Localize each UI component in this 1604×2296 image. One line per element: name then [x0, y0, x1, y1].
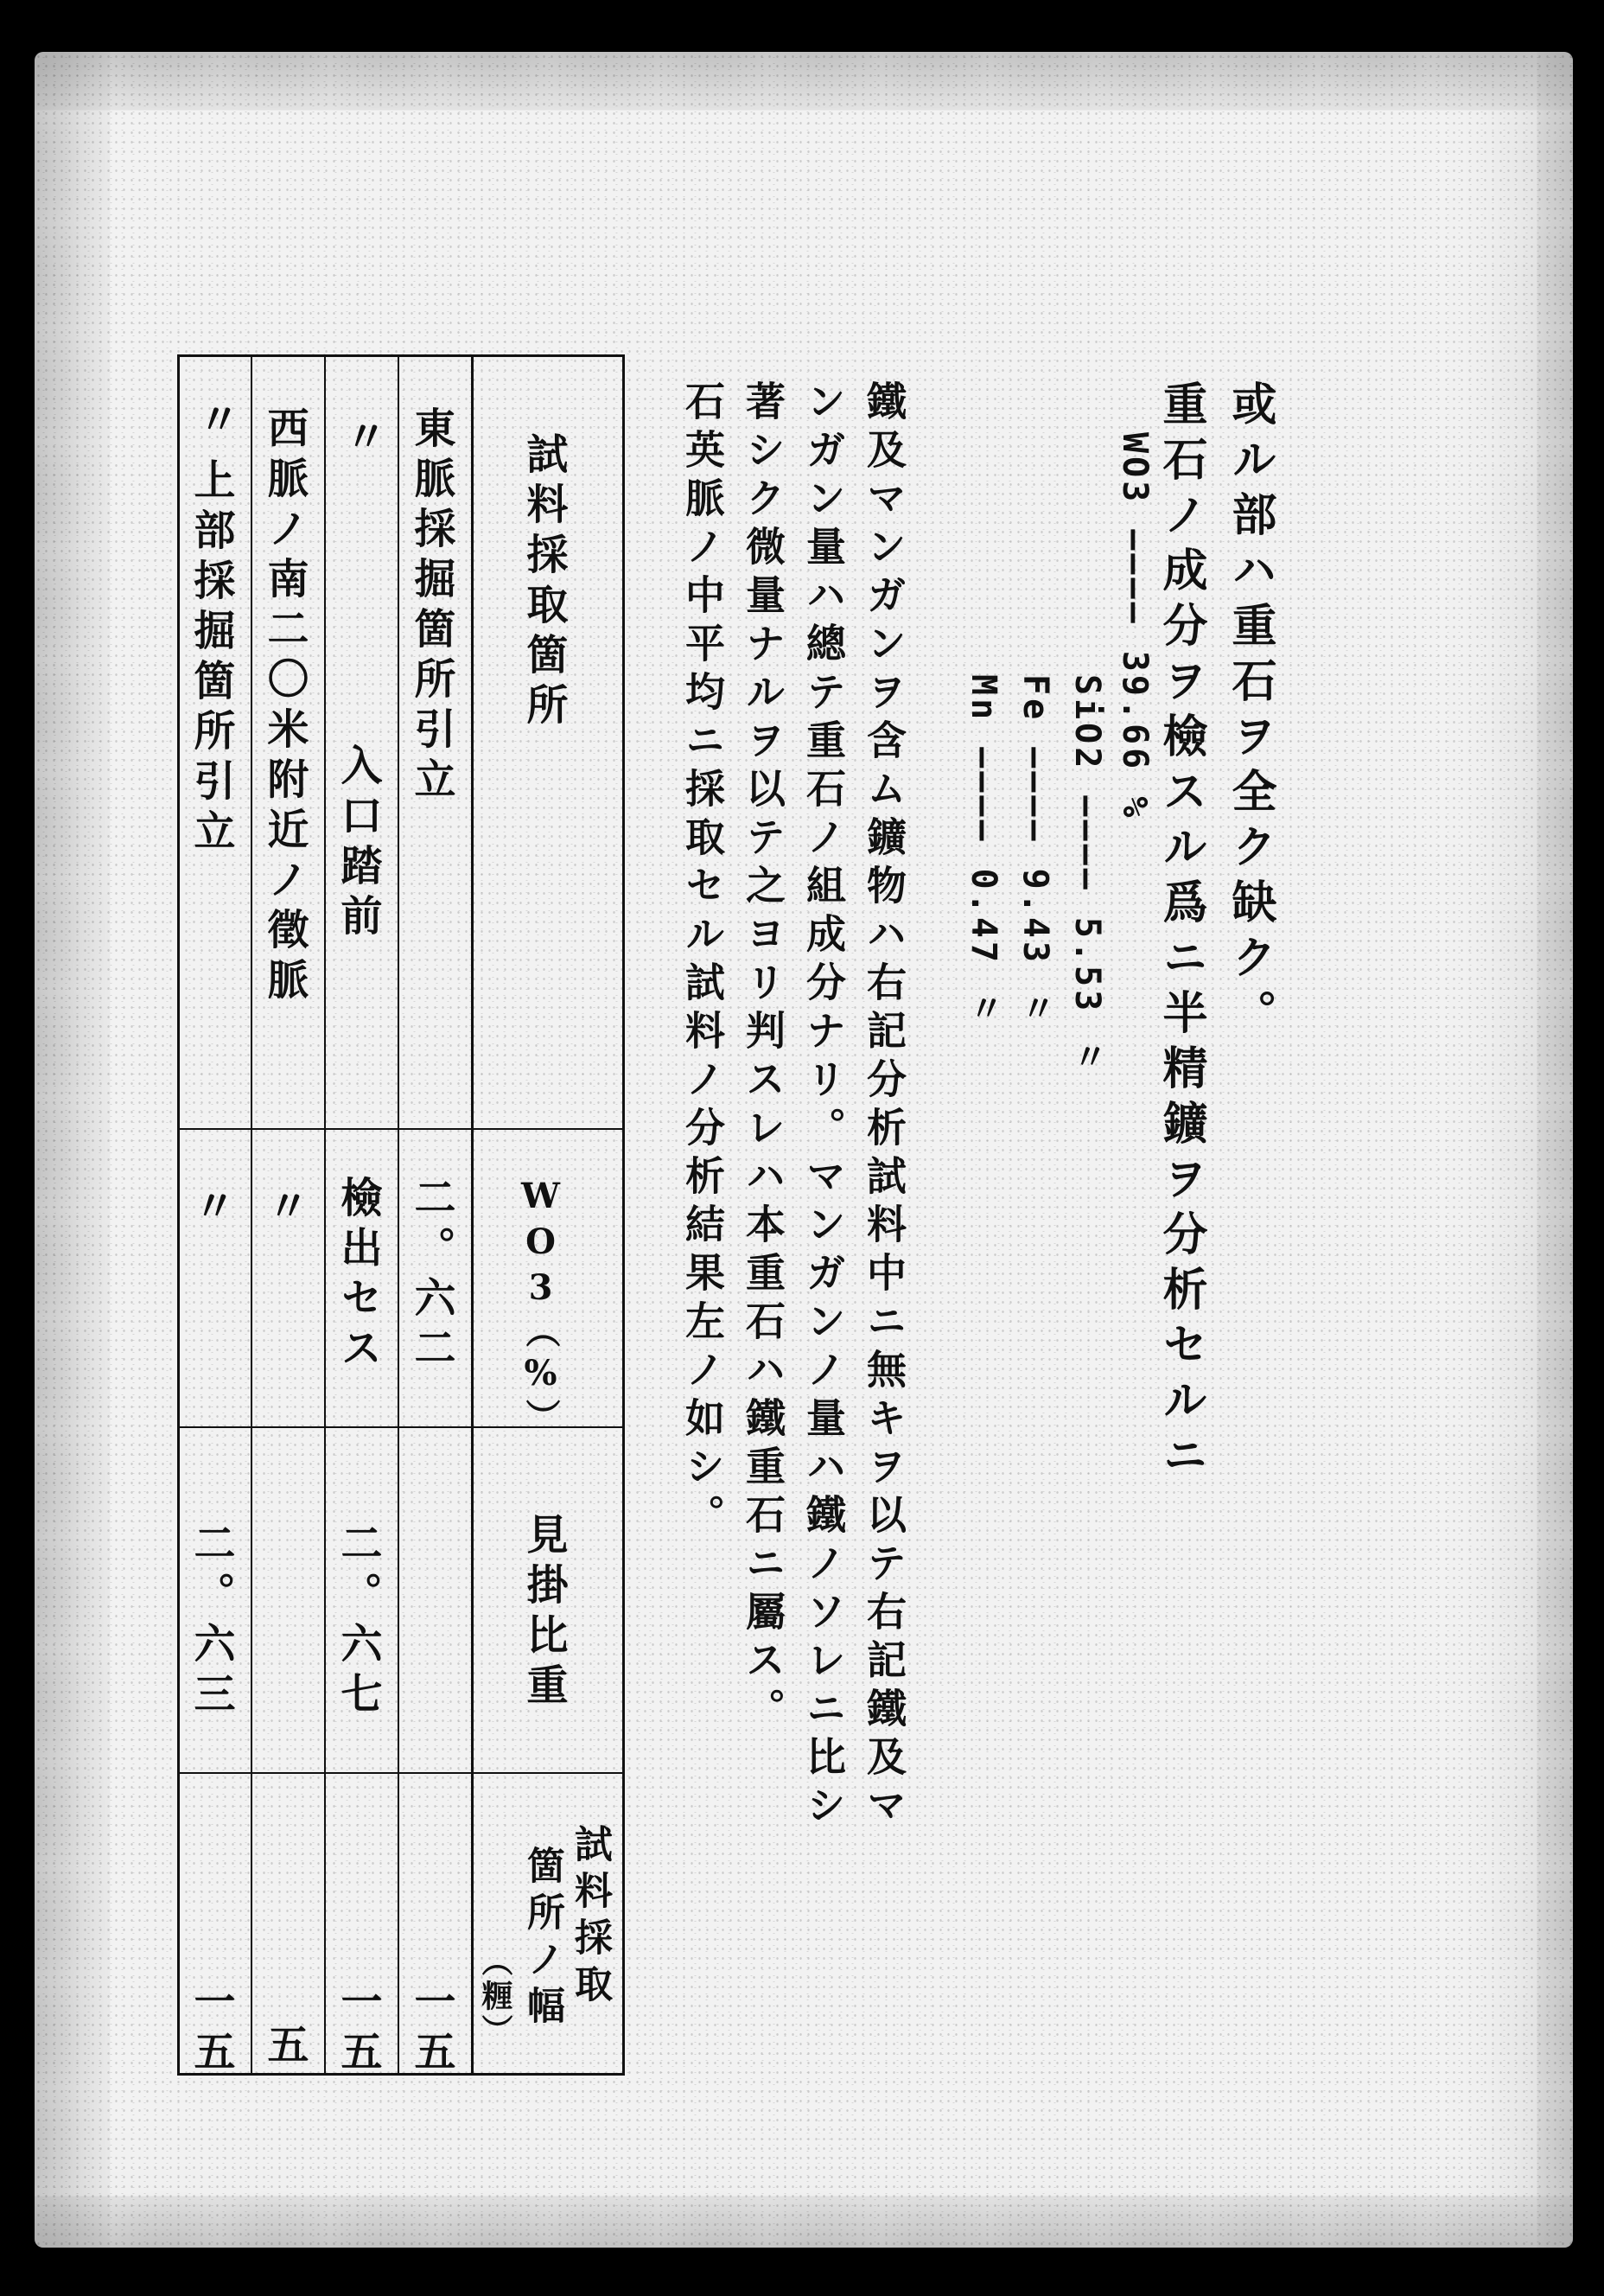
row2-wo3: 檢出セス: [334, 1176, 382, 1376]
row4-sg: 二。六三: [187, 1521, 235, 1722]
row1-wo3: 二。六二: [407, 1176, 455, 1376]
row4-location-ditto: 〃: [191, 398, 239, 448]
body-line-1: 或ル部ハ重石ヲ全ク缺ク。: [1224, 380, 1276, 1044]
row4-width: 一五: [187, 1980, 235, 2080]
row2-location: 入口踏前: [334, 743, 382, 944]
document-page: [35, 52, 1573, 2248]
row3-width: 五: [260, 2023, 309, 2073]
analysis-mn: Mn ———— 0.47 〃: [964, 674, 1003, 1029]
analysis-wo3: WO3 ———— 39.66 %: [1115, 432, 1155, 821]
header-width-3: （糎）: [477, 1945, 513, 2049]
body-line-3: 鐵及マンガンヲ含ム鑛物ハ右記分析試料中ニ無キヲ以テ右記鐵及マ: [861, 380, 907, 1833]
header-specific-gravity: 見掛比重: [519, 1513, 568, 1713]
row4-wo3: 〃: [187, 1184, 235, 1234]
row2-sg: 二。六七: [334, 1521, 382, 1722]
analysis-fe: Fe ———— 9.43 〃: [1015, 674, 1055, 1029]
body-line-5: 著シク微量ナルヲ以テ之ヨリ判スレハ本重石ハ鐵重石ニ屬ス。: [740, 380, 786, 1736]
row1-width: 一五: [407, 1980, 455, 2080]
body-line-6: 石英脈ノ中平均ニ採取セル試料ノ分析結果左ノ如シ。: [679, 380, 726, 1542]
header-width-2: 箇所ノ幅: [520, 1846, 564, 2032]
header-location: 試料採取箇所: [519, 432, 568, 733]
row3-location: 西脈ノ南二〇米附近ノ徵脈: [260, 406, 309, 1008]
header-width-1: 試料採取: [568, 1824, 612, 2011]
analysis-sio2: SiO2 ———— 5.53 〃: [1067, 674, 1107, 1077]
row3-wo3: 〃: [260, 1184, 309, 1234]
header-wo3: WO3（%）: [520, 1176, 561, 1438]
body-line-4: ンガン量ハ總テ重石ノ組成分ナリ。マンガンノ量ハ鐵ノソレニ比シ: [800, 380, 847, 1833]
body-line-2: 重石ノ成分ヲ檢スル爲ニ半精鑛ヲ分析セルニ: [1155, 380, 1207, 1487]
row2-location-ditto: 〃: [338, 415, 386, 465]
row1-location: 東脈採掘箇所引立: [407, 406, 455, 807]
row2-width: 一五: [334, 1980, 382, 2080]
row4-location: 上部採掘箇所引立: [187, 458, 235, 859]
